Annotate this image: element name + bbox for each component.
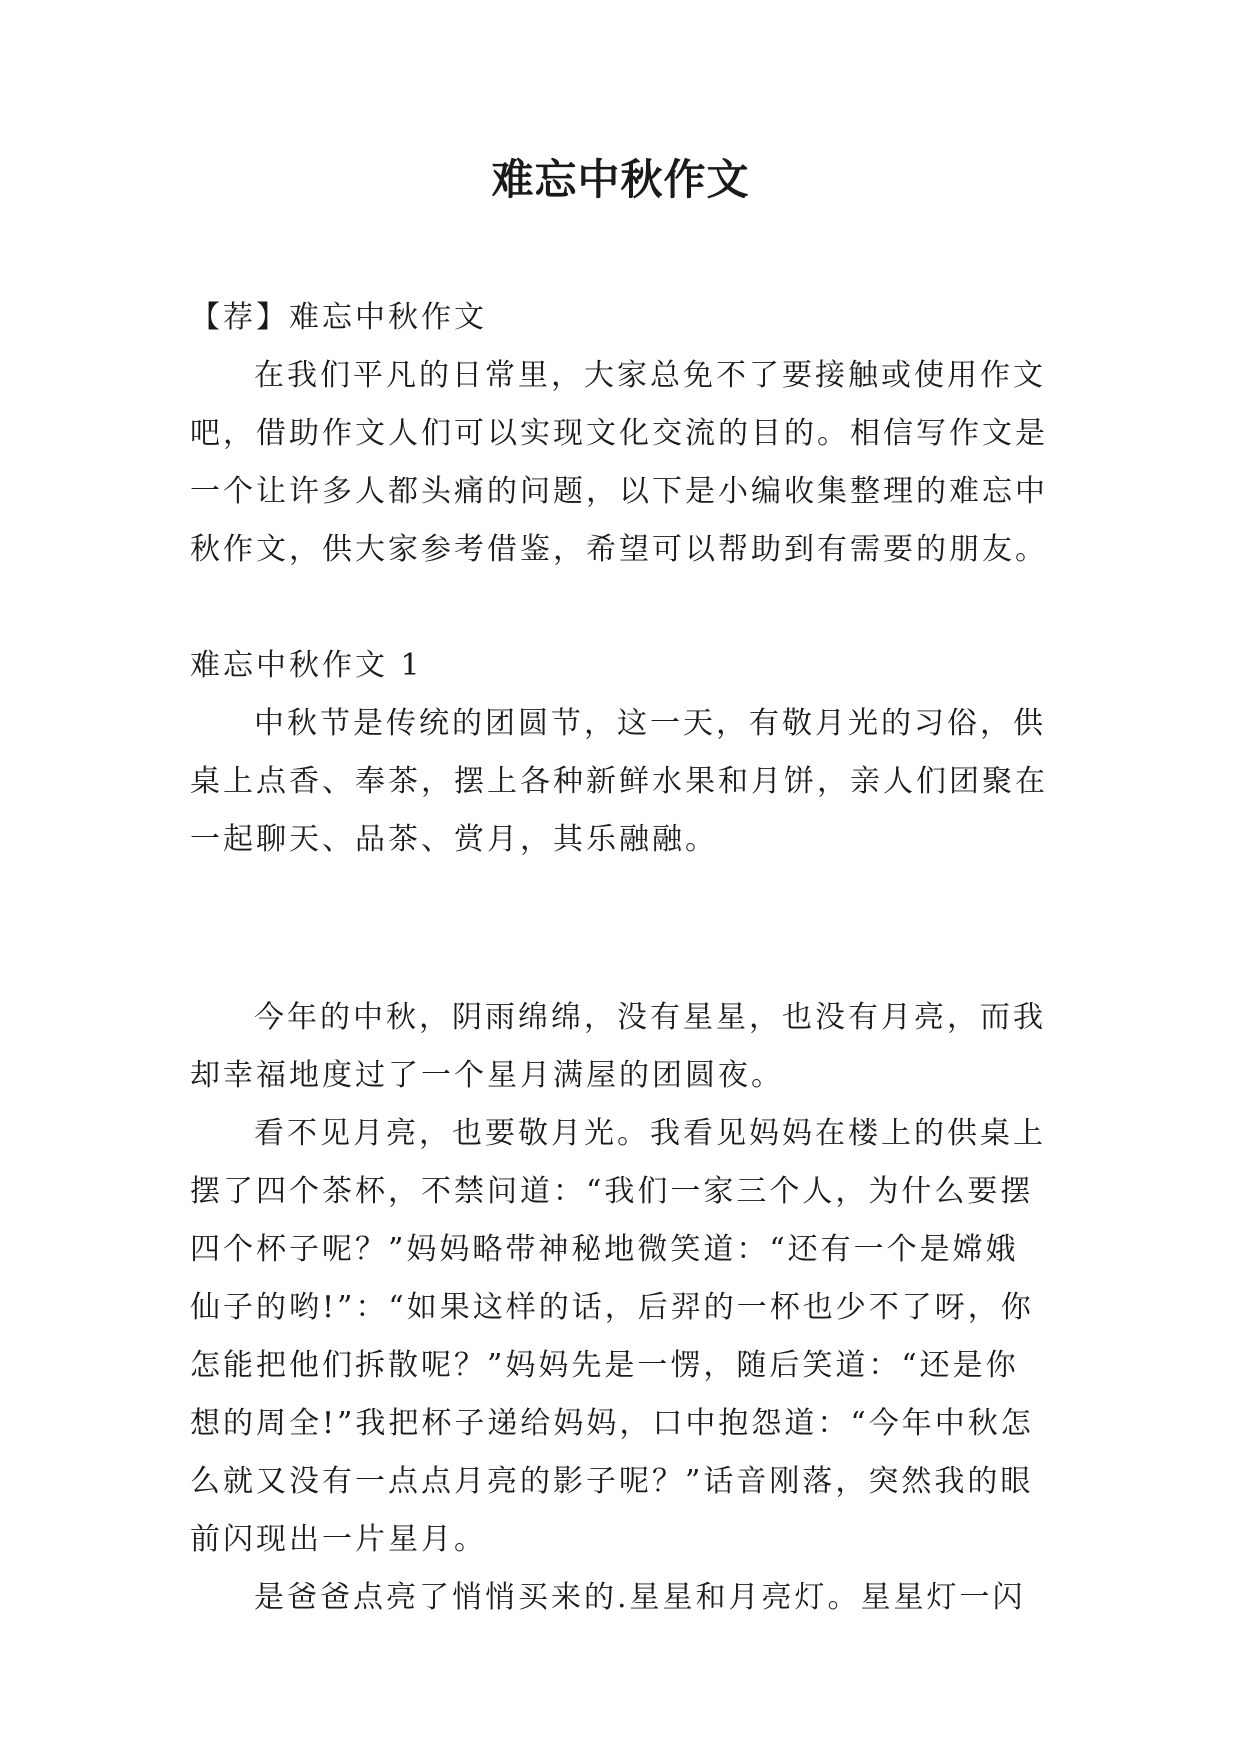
- paragraph-line: 是爸爸点亮了悄悄买来的.星星和月亮灯。星星灯一闪: [254, 1580, 1026, 1615]
- paragraph-line: 么就又没有一点点月亮的影子呢？”话音刚落，突然我的眼: [190, 1464, 1034, 1499]
- intro-paragraph: [190, 347, 1080, 579]
- paragraph-line: 前闪现出一片星月。: [190, 1522, 487, 1557]
- paragraph-line: 今年的中秋，阴雨绵绵，没有星星，也没有月亮，而我: [254, 1000, 1046, 1035]
- paragraph-3: [190, 1105, 1080, 1569]
- paragraph-line: 看不见月亮，也要敬月光。我看见妈妈在楼上的供桌上: [254, 1116, 1046, 1151]
- paragraph-line: 却幸福地度过了一个星月满屋的团圆夜。: [190, 1058, 784, 1093]
- paragraph-line: 仙子的哟!”：“如果这样的话，后羿的一杯也少不了呀，你: [190, 1290, 1034, 1325]
- paragraph-line: 中秋节是传统的团圆节，这一天，有敬月光的习俗，供: [254, 706, 1046, 741]
- intro-line: 一个让许多人都头痛的问题，以下是小编收集整理的难忘中: [190, 474, 1048, 509]
- intro-line: 吧，借助作文人们可以实现文化交流的目的。相信写作文是: [190, 416, 1048, 451]
- paragraph-2: [190, 989, 1080, 1105]
- paragraph-line: 怎能把他们拆散呢？”妈妈先是一愣，随后笑道：“还是你: [190, 1348, 1019, 1383]
- section-heading: 难忘中秋作文 1: [190, 648, 423, 683]
- intro-line: 在我们平凡的日常里，大家总免不了要接触或使用作文: [254, 358, 1046, 393]
- document-title: 难忘中秋作文: [491, 155, 750, 204]
- paragraph-line: 想的周全!”我把杯子递给妈妈，口中抱怨道：“今年中秋怎: [190, 1406, 1034, 1441]
- paragraph-gap: [190, 579, 1080, 637]
- intro-heading: 【荐】难忘中秋作文: [190, 300, 487, 335]
- paragraph-4: [190, 1569, 1080, 1627]
- paragraph-line: 桌上点香、奉茶，摆上各种新鲜水果和月饼，亲人们团聚在: [190, 764, 1048, 799]
- paragraph-line: 一起聊天、品茶、赏月，其乐融融。: [190, 822, 718, 857]
- paragraph-gap: [190, 869, 1080, 989]
- paragraph-line: 摆了四个茶杯，不禁问道：“我们一家三个人，为什么要摆: [190, 1174, 1034, 1209]
- paragraph-line: 四个杯子呢？”妈妈略带神秘地微笑道：“还有一个是嫦娥: [190, 1232, 1019, 1267]
- intro-line: 秋作文，供大家参考借鉴，希望可以帮助到有需要的朋友。: [190, 532, 1048, 567]
- document-body: [190, 289, 1080, 1627]
- paragraph-1: [190, 695, 1080, 869]
